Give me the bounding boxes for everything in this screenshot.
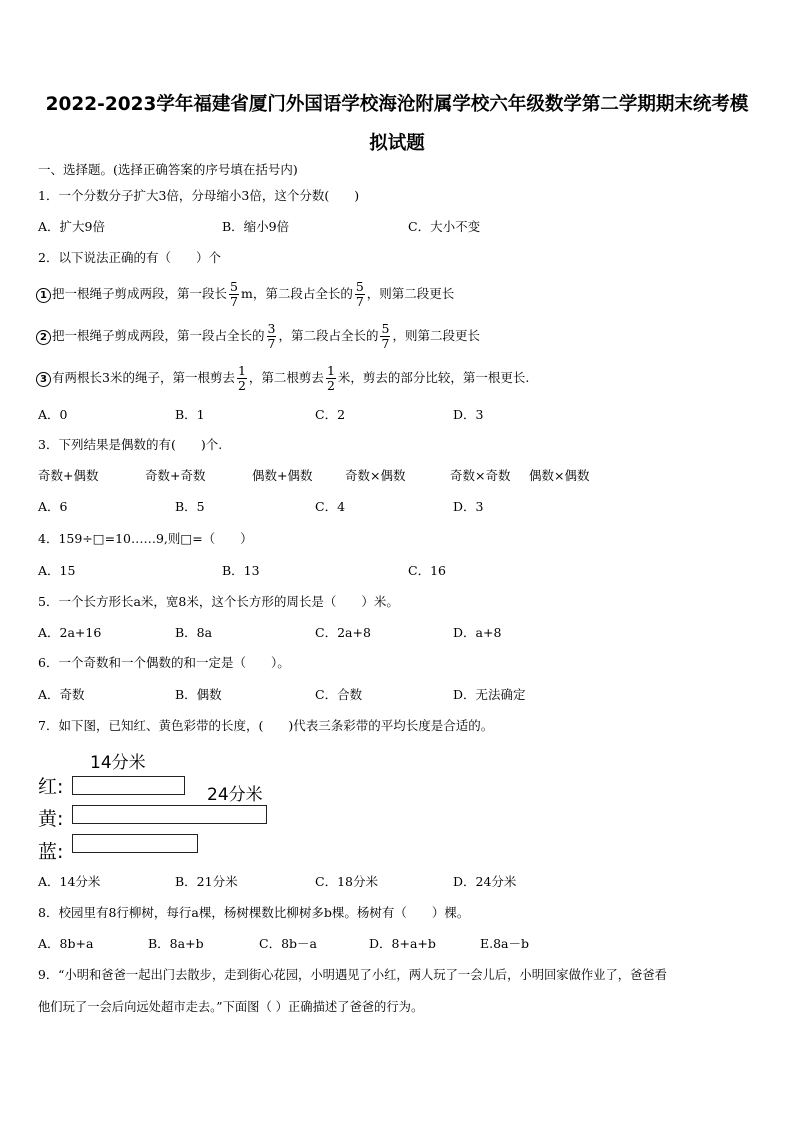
q5-option-b: B．8a [175, 625, 213, 640]
fraction: $\frac{5}{7}$ [355, 279, 364, 309]
red-ribbon [72, 776, 185, 795]
q5-option-c: C．2a+8 [315, 625, 371, 640]
blue-label: 蓝: [38, 841, 64, 863]
q8-option-a: A．8b+a [38, 936, 94, 951]
q3-option-a: A．6 [38, 499, 68, 514]
section-heading: 一、选择题。(选择正确答案的序号填在括号内) [38, 162, 298, 177]
q3-item-6: 偶数×偶数 [529, 468, 590, 483]
question-8: 8．校园里有8行柳树，每行a棵，杨树棵数比柳树多b棵。杨树有（ ）棵。 [38, 905, 470, 920]
q8-option-c: C．8b－a [259, 936, 317, 951]
question-4: 4．159÷□=10……9,则□=（ ） [38, 531, 253, 546]
q8-option-d: D．8+a+b [369, 936, 436, 951]
fraction: $\frac{3}{7}$ [267, 321, 276, 351]
circled-number: 2 [36, 330, 51, 345]
circled-number: 3 [36, 372, 51, 387]
q5-option-a: A．2a+16 [38, 625, 102, 640]
q2-option-a: A．0 [38, 407, 68, 422]
question-9-line-2: 他们玩了一会后向远处超市走去。”下面图（ ）正确描述了爸爸的行为。 [38, 1000, 424, 1014]
q7-option-a: A．14分米 [38, 874, 101, 889]
q7-option-c: C．18分米 [315, 874, 378, 889]
blue-ribbon [72, 834, 198, 853]
question-9-line-1: 9．“小明和爸爸一起出门去散步，走到街心花园，小明遇见了小红，两人玩了一会儿后，小明回家做作业了，爸爸看 [38, 968, 667, 982]
q2-statement-1: 1 把一根绳子剪成两段，第一段长 $\frac{5}{7}$ m，第二段占全长的 $\frac{5}{7}$ ，则第二段更长 [36, 276, 454, 312]
q8-option-b: B．8a+b [148, 936, 204, 951]
q5-option-d: D．a+8 [453, 625, 502, 640]
yellow-ribbon-length: 24分米 [207, 785, 263, 805]
q3-item-5: 奇数×奇数 [450, 468, 511, 483]
q4-option-c: C．16 [408, 563, 446, 578]
question-1: 1．一个分数分子扩大3倍，分母缩小3倍，这个分数( ) [38, 188, 360, 203]
fraction: $\frac{1}{2}$ [326, 363, 335, 393]
q2-option-d: D．3 [453, 407, 484, 422]
q8-option-e: E.8a－b [480, 936, 530, 951]
question-2: 2．以下说法正确的有（ ）个 [38, 250, 221, 265]
circled-number: 1 [36, 288, 51, 303]
q6-option-d: D．无法确定 [453, 687, 526, 702]
paper-title-line-1: 2022-2023学年福建省厦门外国语学校海沧附属学校六年级数学第二学期期末统考模 [45, 94, 749, 115]
question-5: 5．一个长方形长a米，宽8米，这个长方形的周长是（ ）米。 [38, 594, 399, 609]
q3-option-c: C．4 [315, 499, 346, 514]
fraction: $\frac{1}{2}$ [237, 363, 246, 393]
q3-item-2: 奇数+奇数 [145, 468, 206, 483]
q6-option-a: A．奇数 [38, 687, 85, 702]
q6-option-c: C．合数 [315, 687, 363, 702]
q2-statement-2: 2 把一根绳子剪成两段，第一段占全长的 $\frac{3}{7}$ ，第二段占全长的 $\frac{5}{7}$ ，则第二段更长 [36, 318, 480, 354]
question-7: 7．如下图，已知红、黄色彩带的长度，( )代表三条彩带的平均长度是合适的。 [38, 718, 494, 733]
q4-option-b: B．13 [222, 563, 260, 578]
q3-option-b: B．5 [175, 499, 205, 514]
fraction: $\frac{5}{7}$ [230, 279, 238, 309]
red-label: 红: [38, 776, 64, 798]
question-6: 6．一个奇数和一个偶数的和一定是（ ）。 [38, 655, 290, 670]
q1-option-a: A．扩大9倍 [38, 219, 105, 234]
q1-option-c: C．大小不变 [408, 219, 481, 234]
paper-title-line-2: 拟试题 [369, 133, 425, 154]
q2-option-c: C．2 [315, 407, 346, 422]
yellow-label: 黄: [38, 808, 64, 830]
q2-statement-3: 3 有两根长3米的绳子，第一根剪去 $\frac{1}{2}$ ，第二根剪去 $\frac{1}{2}$ 米，剪去的部分比较，第一根更长. [36, 360, 529, 396]
red-ribbon-length: 14分米 [90, 753, 146, 773]
fraction: $\frac{5}{7}$ [381, 321, 390, 351]
q3-option-d: D．3 [453, 499, 484, 514]
q6-option-b: B．偶数 [175, 687, 222, 702]
q7-option-d: D．24分米 [453, 874, 517, 889]
q4-option-a: A．15 [38, 563, 76, 578]
q3-item-3: 偶数+偶数 [252, 468, 313, 483]
q7-option-b: B．21分米 [175, 874, 238, 889]
q1-option-b: B．缩小9倍 [222, 219, 290, 234]
question-3: 3．下列结果是偶数的有( )个. [38, 437, 223, 452]
q3-item-4: 奇数×偶数 [345, 468, 406, 483]
q2-option-b: B．1 [175, 407, 205, 422]
yellow-ribbon [72, 805, 267, 824]
q3-item-1: 奇数+偶数 [38, 468, 99, 483]
